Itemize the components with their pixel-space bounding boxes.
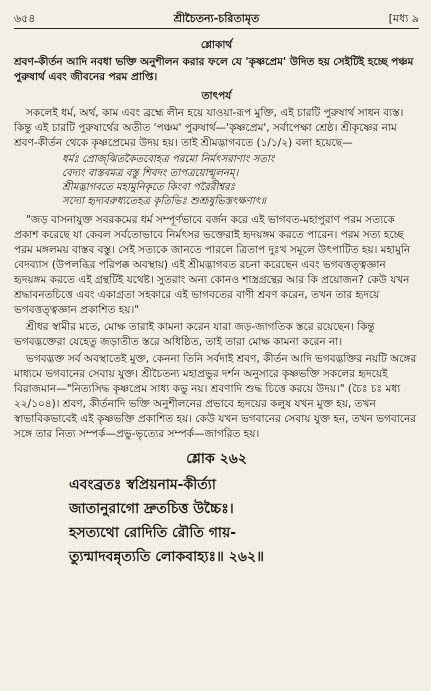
page-header <box>14 8 419 28</box>
page-content <box>14 34 419 569</box>
verse-text <box>69 473 419 569</box>
book-title: শ্রীচৈতন্য-চরিতামৃত <box>173 12 260 25</box>
quote-line: বেদ্যং বাস্তবমত্র বস্তু শিবদং তাপত্রয়োন্মূলনম্। <box>62 168 239 179</box>
quote-line: সদ্যো হৃদ্যবরুধ্যতেহত্র কৃতিভিঃ শুশ্রূষুভিস্তৎক্ষণাৎ॥ <box>62 196 267 207</box>
purport-paragraph: ভগবদ্ভক্ত সর্ব অবস্থাতেই মুক্ত, কেননা তিনি সর্বদাই শ্রবণ, কীর্তন আদি ভগবদ্ভক্তির নয়টি অঙ্গের মাধ্যমে ভগবানের সেবায় যুক্ত। শ্রীচৈতন্য মহাপ্রভুর দর্শন অনুসারে কৃষ্ণভক্তি সকলের হৃদয়েই বিরাজমান—"নিত্যসিদ্ধ কৃষ্ণপ্রেম সাধ্য কভু নয়। শ্রবণাদি শুদ্ধ চিত্তে করয়ে উদয়।" (চৈঃ চঃ মধ্য ২২/১০৪)। শ্রবণ, কীর্তনাদি ভক্তি অনুশীলনের প্রভাবে হৃদয়ের কলুষ যখন মুক্ত হয়, তখন স্বাভাবিকভাবেই এই কৃষ্ণভক্তি প্রকাশিত হয়। কেউ যখন ভগবানের সেবায় যুক্ত হন, তখন ভগবানের সঙ্গে তার নিত্য সম্পর্ক—প্রভু-ভৃত্যের সম্পর্ক—জাগরিত হয়। <box>14 353 417 440</box>
verse-line: জাতানুরাগো দ্রুতচিত্ত উচ্চৈঃ। <box>69 501 234 517</box>
verse-line: হসত্যথো রোদিতি রৌতি গায়- <box>69 525 237 541</box>
heading-purport: তাৎপর্য <box>201 90 232 102</box>
purport-paragraph: সকলেই ধর্ম, অর্থ, কাম এবং ব্রহ্মে লীন হয়ে যাওয়া-রূপ মুক্তি, এই চারটি পুরুষার্থ সাধন ব্যস্ত। কিন্তু এই চারটি পুরুষার্থের অতীত 'পঞ্চম' পুরুষার্থ—'কৃষ্ণপ্রেম', সর্বাপেক্ষা শ্রেষ্ঠ। শ্রীকৃষ্ণের নাম শ্রবণ-কীর্তন থেকে কৃষ্ণপ্রেমের উদয় হয়। তাই শ্রীমদ্ভাগবতে (১/১/২) বলা হয়েছে— <box>14 107 404 149</box>
meaning-paragraph: শ্রবণ-কীর্তন আদি নবধা ভক্তি অনুশীলন করার ফলে যে 'কৃষ্ণপ্রেম' উদিত হয় সেইটিই হচ্ছে পঞ্চম পুরুষার্থ এবং জীবনের পরম প্রাপ্তি। <box>14 56 414 83</box>
section-label: [মধ্য ৯ <box>388 12 419 25</box>
purport-paragraph: "জড় বাসনাযুক্ত সবরকমের ধর্ম সম্পূর্ণভাবে বর্জন করে এই ভাগবত-মহাপুরাণ পরম সত্যকে প্রকাশ করেছে যা কেবল সর্বতোভাবে নির্মৎসর ভক্তেরাই হৃদয়ঙ্গম করতে পারেন। পরম সত্য হচ্ছে পরম মঙ্গলময় বাস্তব বস্তু। সেই সত্যকে জানতে পারলে ত্রিতাপ দুঃখ সমূলে উৎপাটিত হয়। মহামুনি বেদব্যাস (উপলব্ধির পরিপক্ক অবস্থায়) এই শ্রীমদ্ভাগবত রচনা করেছেন এবং ভগবত্তত্ত্বজ্ঞান হৃদয়ঙ্গম করতে এই গ্রন্থটিই যথেষ্ট। সুতরাং অন্য কোনও শাস্ত্রগ্রন্থের আর কি প্রয়োজন? কেউ যখন শ্রদ্ধাবনতচিত্তে এবং একাগ্রতা সহকারে এই ভাগবতের বাণী শ্রবণ করেন, তখন তার হৃদয়ে ভগবত্তত্ত্বজ্ঞান প্রকাশিত হয়।" <box>14 214 411 316</box>
verse-line: ত্যুন্মাদবন্নৃত্যতি লোকবাহ্যঃ॥ ২৬২॥ <box>69 549 265 565</box>
quote-line: ধর্মঃ প্রোজ্‌ঝিতকৈতবোহত্র পরমো নির্মৎসরাণাং সতাং <box>62 154 275 165</box>
header-divider <box>14 28 419 29</box>
sanskrit-quote <box>62 153 419 209</box>
heading-meaning: শ্লোকার্থ <box>200 39 233 51</box>
purport-paragraph: শ্রীধর স্বামীর মতে, মোক্ষ তারাই কামনা করেন যারা জড়-জাগতিক স্তরে রয়েছেন। কিন্তু ভগবদ্ভক্তেরা যেহেতু জড়াতীত স্তরে অধিষ্ঠিত, তাই তারা মোক্ষ কামনা করেন না। <box>14 321 375 348</box>
quote-line: শ্রীমদ্ভাগবতে মহামুনিকৃতে কিংবা পরৈরীশ্বরঃ <box>62 182 236 193</box>
verse-line: এবংব্রতঃ স্বপ্রিয়নাম-কীর্ত্যা <box>69 477 216 493</box>
verse-title: শ্লোক ২৬২ <box>186 451 247 467</box>
page-number: ৬৫৪ <box>14 12 36 25</box>
